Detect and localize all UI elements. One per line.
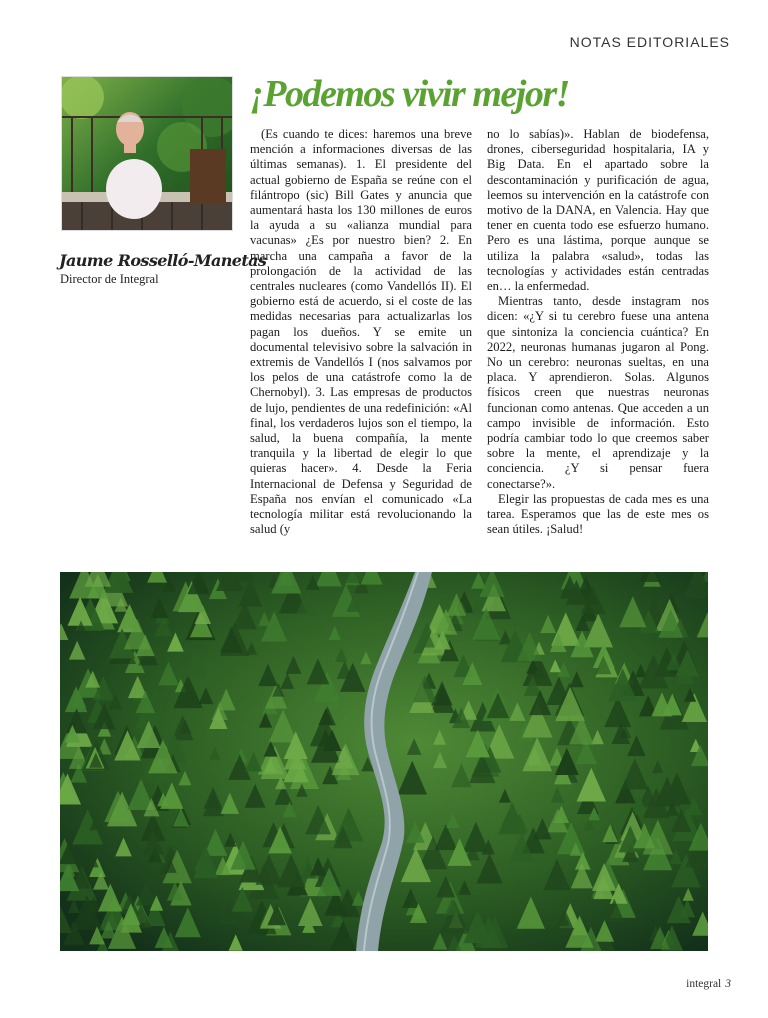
author-name: Jaume Rosselló-Manetas [59,251,267,270]
page-folio [686,978,731,990]
article-paragraph: (Es cuando te dices: haremos una breve mención a informaciones diversas de las últimas semanas). 1. El presidente del actual gobierno de España se reúne con el filántropo (sic) Bill Gates y anuncia que aumentará hasta los 130 millones de euros la ayuda a su «alianza mundial para vacunas» ¿Es por nuestro bien? 2. En marcha una campaña a favor de la prolongación de la actividad de las centrales nucleares (como Vandellós II). El gobierno está de acuerdo, si el coste de las medidas necesarias para actualizarlas los pagan los dueños. Y se emite un documental televisivo sobre la salvación in extremis de Vandellós I (nos salvamos por los pelos de una catástrofe como la de Chernobyl). 3. Las empresas de productos de lujo, pendientes de una redefinición: «Al final, los verdaderos lujos son el tiempo, la salud, la buena compañía, la mente tranquila y la libertad de elegir lo que quieras hacer». 4. Desde la Feria Internacional de Defensa y Seguridad de España nos envían el comunicado «La tecnología militar está revolucionando la salud (y [250,127,472,537]
article-column-2 [487,127,709,537]
author-photo [61,76,233,231]
article-headline: ¡Podemos vivir mejor! [250,73,569,115]
magazine-name: integral [686,978,722,990]
article-paragraph: Elegir las propuestas de cada mes es una tarea. Esperamos que las de este mes os sean útiles. ¡Salud! [487,491,709,537]
article-column-1 [250,127,472,537]
article-paragraph: no lo sabías)». Hablan de biodefensa, drones, ciberseguridad hospitalaria, IA y Big Data. En el apartado sobre la descontaminación y purificación de agua, leemos su intervención en la catástrofe con motivo de la DANA, en Valencia. Hay que tener en cuenta todo ese esfuerzo humano. Pero es una lástima, porque aunque se utiliza la palabra «salud», todas las tecnologías y actividades están centradas en… la enfermedad. [487,127,709,294]
author-photo-image [62,77,232,230]
page-number: 3 [725,978,731,990]
article-paragraph: Mientras tanto, desde instagram nos dicen: «¿Y si tu cerebro fuese una antena que sintoniza la conciencia cuántica? En 2022, neuronas humanas jugaron al Pong. No un cerebro: neuronas sueltas, en una placa. Y aprendieron. Solas. Algunos físicos creen que nuestras neuronas funcionan como antenas. Que acceden a un campo invisible de información. Esto podría cambiar todo lo que creemos saber sobre la mente, el aprendizaje y la conciencia. ¿Y si pensar fuera conectarse?». [487,294,709,491]
forest-river-photo [60,572,708,951]
author-role: Director de Integral [60,272,159,286]
forest-river-image [60,572,708,951]
section-label: NOTAS EDITORIALES [569,34,730,50]
